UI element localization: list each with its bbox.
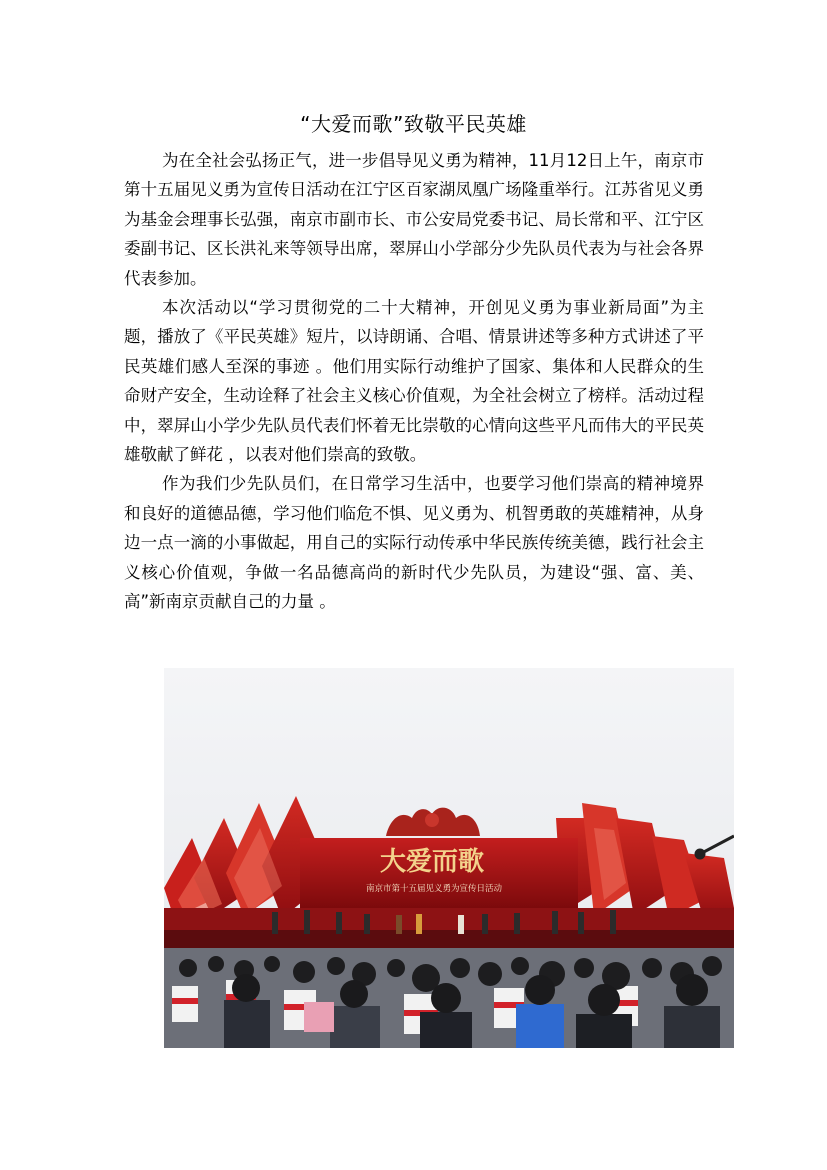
- stage-subtitle: 南京市第十五届见义勇为宣传日活动: [365, 884, 503, 894]
- document-title: “大爱而歌”致敬平民英雄: [300, 112, 527, 136]
- document-body: [124, 146, 704, 617]
- paragraph-2: 本次活动以“学习贯彻党的二十大精神，开创见义勇为事业新局面”为主题，播放了《平民英雄》短片，以诗朗诵、合唱、情景讲述等多种方式讲述了平民英雄们感人至深的事迹 。他们用实际行动维护了国家、集体和人民群众的生命财产安全，生动诠释了社会主义核心价值观，为全社会树立了榜样。活动过程中，翠屏山小学少先队员代表们怀着无比崇敬的心情向这些平凡而伟大的平民英雄敬献了鲜花 ，以表对他们崇高的致敬。: [124, 298, 704, 465]
- stage-title: 大爱而歌: [379, 847, 485, 877]
- paragraph-3: 作为我们少先队员们，在日常学习生活中，也要学习他们崇高的精神境界和良好的道德品德，学习他们临危不惧、见义勇为、机智勇敢的英雄精神，从身边一点一滴的小事做起，用自己的实际行动传承中华民族传统美德，践行社会主义核心价值观，争做一名品德高尚的新时代少先队员，为建设“强、富、美、高”新南京贡献自己的力量 。: [124, 474, 704, 612]
- paragraph-1: 为在全社会弘扬正气，进一步倡导见义勇为精神，11月12日上午，南京市第十五届见义勇为宣传日活动在江宁区百家湖凤凰广场隆重举行。江苏省见义勇为基金会理事长弘强，南京市副市长、市公安局党委书记、局长常和平、江宁区委副书记、区长洪礼来等领导出席，翠屏山小学部分少先队员代表为与社会各界代表参加。: [124, 151, 704, 288]
- event-photo-drawing: [164, 668, 734, 1048]
- event-photo: [164, 668, 734, 1048]
- audience: [164, 948, 734, 1048]
